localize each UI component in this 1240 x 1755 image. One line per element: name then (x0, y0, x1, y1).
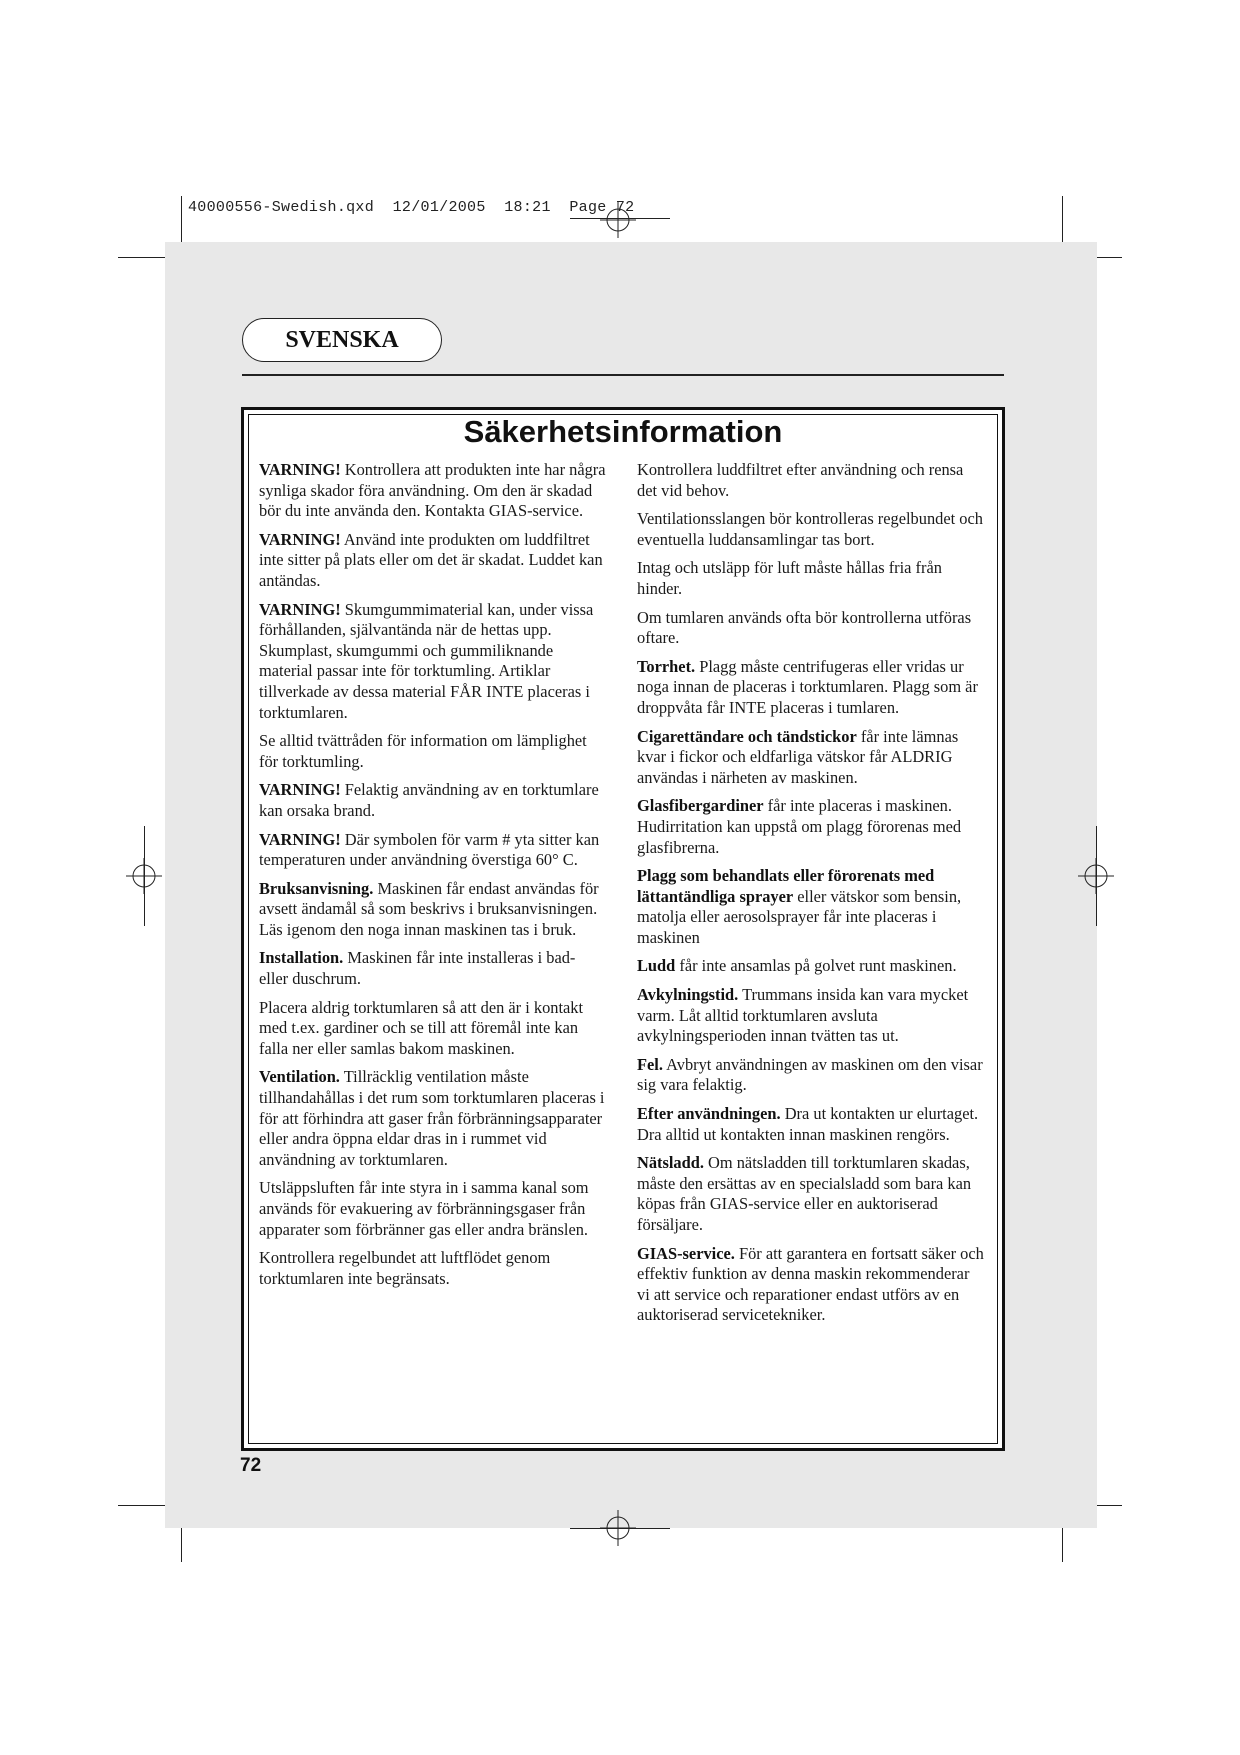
left-column (259, 460, 607, 1297)
paragraph-text: Använd inte produkten om luddfiltret inte sitter på plats eller om det är skadat. Luddet kan antändas. (259, 529, 603, 590)
paragraph-label: Plagg som behandlats eller förorenats med lättantändliga sprayer (637, 866, 935, 906)
safety-info-frame (241, 407, 1005, 1451)
paragraph (637, 1104, 985, 1145)
crop-mark (570, 1528, 670, 1529)
paragraph (259, 879, 607, 941)
paragraph-label: Avkylningstid. (637, 985, 739, 1005)
paragraph-text: Tillräcklig ventilation måste tillhandahållas i det rum som torktumlaren placeras i för att förhindra att gaser från förbränningsapparater eller andra öppna eldar dras in i rummet vid användning av torktumlaren. (259, 1067, 605, 1169)
paragraph (637, 866, 985, 948)
paragraph-text: Skumgummimaterial kan, under vissa förhållanden, självantända när de hettas upp. Skumplast, skumgummi och gummiliknande material passar inte för torktumling. Artiklar tillverkade av dessa material FÅR INTE placeras i torktumlaren. (259, 599, 594, 722)
paragraph-text: Felaktig användning av en torktumlare kan orsaka brand. (259, 780, 599, 820)
paragraph (259, 1248, 607, 1289)
paragraph-text: Där symbolen för varm # yta sitter kan temperaturen under användning överstiga 60° C. (259, 829, 600, 870)
paragraph-label: Ventilation. (259, 1067, 340, 1087)
paragraph-text: Kontrollera regelbundet att luftflödet genom torktumlaren inte begränsats. (259, 1248, 551, 1288)
paragraph (259, 530, 607, 592)
paragraph-text: Intag och utsläpp för luft måste hållas fria från hinder. (637, 558, 942, 598)
paragraph (637, 657, 985, 719)
paragraph (637, 460, 985, 501)
paragraph-text: Kontrollera luddfiltret efter användning och rensa det vid behov. (637, 460, 964, 500)
paragraph-label: Bruksanvisning. (259, 878, 374, 898)
paragraph (259, 731, 607, 772)
paragraph (637, 727, 985, 789)
registration-mark-icon (600, 202, 636, 238)
paragraph (637, 608, 985, 649)
paragraph-text: För att garantera en fortsatt säker och effektiv funktion av denna maskin rekommenderar vi att service och reparationer endast utförs av en auktoriserad servicetekniker. (637, 1243, 984, 1325)
print-slug: 40000556-Swedish.qxd 12/01/2005 18:21 Page 72 (188, 199, 635, 216)
paragraph-text: Avbryt användningen av maskinen om den visar sig vara felaktig. (637, 1054, 983, 1095)
paragraph (259, 780, 607, 821)
paragraph (259, 830, 607, 871)
paragraph (637, 509, 985, 550)
crop-mark (118, 257, 168, 258)
paragraph-label: VARNING! (259, 599, 341, 619)
paragraph (259, 600, 607, 724)
paragraph-text: Ventilationsslangen bör kontrolleras regelbundet och eventuella luddansamlingar tas bort. (637, 509, 983, 549)
paragraph-text: Utsläppsluften får inte styra in i samma kanal som används för evakuering av förbränningsgaser från apparater som förbränner gas eller andra bränslen. (259, 1178, 589, 1239)
paragraph-text: får inte placeras i maskinen. Hudirritation kan uppstå om plagg förorenas med glasfibrerna. (637, 796, 962, 857)
header-rule (242, 374, 1004, 376)
paragraph (637, 1153, 985, 1235)
paragraph-label: VARNING! (259, 780, 341, 800)
paragraph-label: Fel. (637, 1054, 663, 1074)
paragraph-label: Glasfibergardiner (637, 796, 764, 816)
paragraph (637, 796, 985, 858)
paragraph-text: Se alltid tvättråden för information om lämplighet för torktumling. (259, 731, 587, 771)
paragraph-label: VARNING! (259, 829, 341, 849)
paragraph-text: Plagg måste centrifugeras eller vridas ur noga innan de placeras i torktumlaren. Plagg som är droppvåta får INTE placeras i tumlaren. (637, 656, 978, 717)
paragraph (637, 956, 985, 977)
paragraph-label: Efter användningen. (637, 1104, 781, 1124)
paragraph-label: VARNING! (259, 529, 341, 549)
paragraph-text: Placera aldrig torktumlaren så att den är i kontakt med t.ex. gardiner och se till att föremål inte kan falla ner eller samlas bakom maskinen. (259, 997, 584, 1058)
paragraph (259, 1067, 607, 1170)
crop-mark (144, 826, 145, 926)
paragraph-text: Om nätsladden till torktumlaren skadas, måste den ersättas av en specialsladd som bara kan köpas från GIAS-service eller en auktoriserad försäljare. (637, 1153, 972, 1234)
paragraph (637, 1244, 985, 1326)
paragraph (259, 998, 607, 1060)
paragraph-label: Ludd (637, 956, 676, 976)
paragraph-text: Maskinen får inte installeras i bad- eller duschrum. (259, 948, 576, 989)
paragraph-text: får inte lämnas kvar i fickor och eldfarliga vätskor får ALDRIG användas i närheten av maskinen. (637, 726, 959, 787)
paragraph-label: Nätsladd. (637, 1153, 704, 1173)
paragraph-label: VARNING! (259, 460, 341, 479)
paragraph (259, 948, 607, 989)
crop-mark (1062, 196, 1063, 244)
paragraph (637, 985, 985, 1047)
crop-mark (118, 1505, 168, 1506)
paragraph (259, 1178, 607, 1240)
paragraph-label: Installation. (259, 948, 344, 968)
crop-mark (181, 196, 182, 244)
paragraph-label: Torrhet. (637, 656, 696, 676)
right-column (637, 460, 985, 1334)
paragraph-text: Maskinen får endast användas för avsett ändamål så som beskrivs i bruksanvisningen. Läs igenom den noga innan maskinen tas i bruk. (259, 878, 599, 939)
paragraph-text: får inte ansamlas på golvet runt maskinen. (675, 956, 957, 976)
paragraph-label: GIAS-service. (637, 1243, 735, 1263)
paragraph (259, 460, 607, 522)
language-tab: SVENSKA (242, 318, 442, 362)
paragraph-text: Dra ut kontakten ur elurtaget. Dra alltid ut kontakten innan maskinen rengörs. (637, 1104, 979, 1144)
page-number: 72 (240, 1455, 262, 1476)
paragraph-label: Cigarettändare och tändstickor (637, 726, 857, 746)
paragraph (637, 1055, 985, 1096)
paragraph-text: Kontrollera att produkten inte har några synliga skador föra användning. Om den är skadad bör du inte använda den. Kontakta GIAS-service. (259, 460, 606, 521)
paragraph-text: eller vätskor som bensin, matolja eller aerosolsprayer får inte placeras i maskinen (637, 886, 962, 947)
paragraph-text: Trummans insida kan vara mycket varm. Låt alltid torktumlaren avsluta avkylningsperioden innan tvätten tas ut. (637, 985, 969, 1046)
crop-mark (1096, 826, 1097, 926)
paragraph (637, 558, 985, 599)
page-title: Säkerhetsinformation (463, 414, 783, 449)
paragraph-text: Om tumlaren används ofta bör kontrollerna utföras oftare. (637, 607, 972, 648)
